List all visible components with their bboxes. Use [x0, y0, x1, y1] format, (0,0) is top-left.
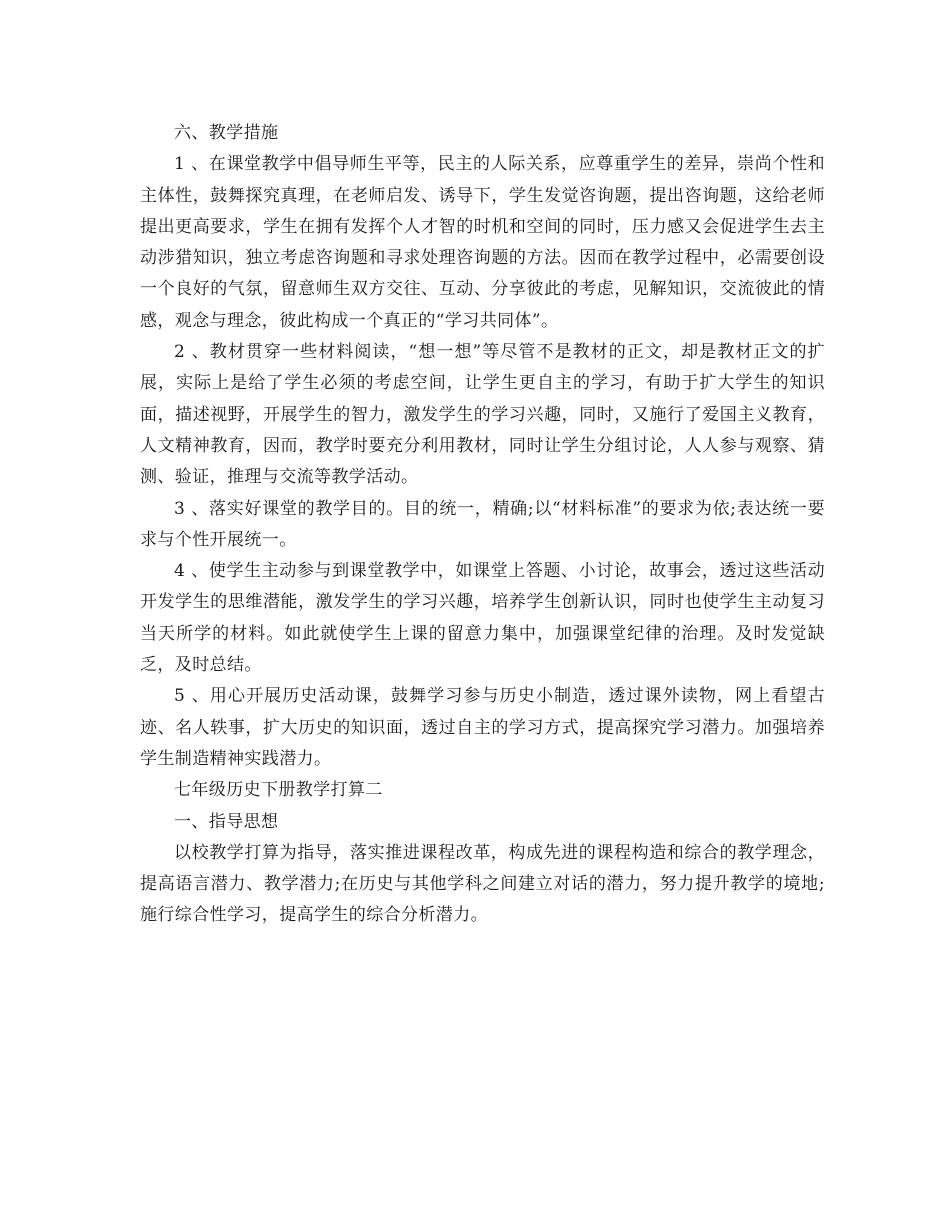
heading-teaching-measures: 六、教学措施 — [174, 123, 279, 143]
paragraph-measure-5: 5 、用心开展历史活动课，鼓舞学习参与历史小制造，透过课外读物，网上看望古迹、名人轶事，扩大历史的知识面，透过自主的学习方式，提高探究学习潜力。加强培养学生制造精神实践潜力。 — [140, 686, 825, 769]
document-body — [140, 118, 825, 932]
paragraph-measure-2: 2 、教材贯穿一些材料阅读，“想一想”等尽管不是教材的正文，却是教材正文的扩展，实际上是给了学生必须的考虑空间，让学生更自主的学习，有助于扩大学生的知识面，描述视野，开展学生的智力，激发学生的学习兴趣，同时，又施行了爱国主义教育，人文精神教育，因而，教学时要充分利用教材，同时让学生分组讨论，人人参与观察、猜测、验证，推理与交流等教学活动。 — [140, 342, 825, 488]
paragraph-measure-4: 4 、使学生主动参与到课堂教学中，如课堂上答题、小讨论，故事会，透过这些活动开发学生的思维潜能，激发学生的学习兴趣，培养学生创新认识，同时也使学生主动复习当天所学的材料。如此就使学生上课的留意力集中，加强课堂纪律的治理。及时发觉缺乏，及时总结。 — [140, 561, 825, 676]
heading-guiding-ideology: 一、指导思想 — [174, 811, 279, 832]
paragraph-guiding-ideology: 以校教学打算为指导，落实推进课程改革，构成先进的课程构造和综合的教学理念，提高语言潜力、教学潜力;在历史与其他学科之间建立对话的潜力，努力提升教学的境地;施行综合性学习，提高学生的综合分析潜力。 — [140, 842, 825, 926]
heading-plan-two: 七年级历史下册教学打算二 — [174, 780, 383, 801]
paragraph-measure-3: 3 、落实好课堂的教学目的。目的统一，精确;以“材料标准”的要求为依;表达统一要求与个性开展统一。 — [140, 498, 825, 550]
paragraph-measure-1: 1 、在课堂教学中倡导师生平等，民主的人际关系，应尊重学生的差异，崇尚个性和主体性，鼓舞探究真理，在老师启发、诱导下，学生发觉咨询题，提出咨询题，这给老师提出更高要求，学生在拥有发挥个人才智的时机和空间的同时，压力感又会促进学生去主动涉猎知识，独立考虑咨询题和寻求处理咨询题的方法。因而在教学过程中，必需要创设一个良好的气氛，留意师生双方交往、互动、分享彼此的考虑，见解知识，交流彼此的情感，观念与理念，彼此构成一个真正的“学习共同体”。 — [140, 154, 825, 331]
